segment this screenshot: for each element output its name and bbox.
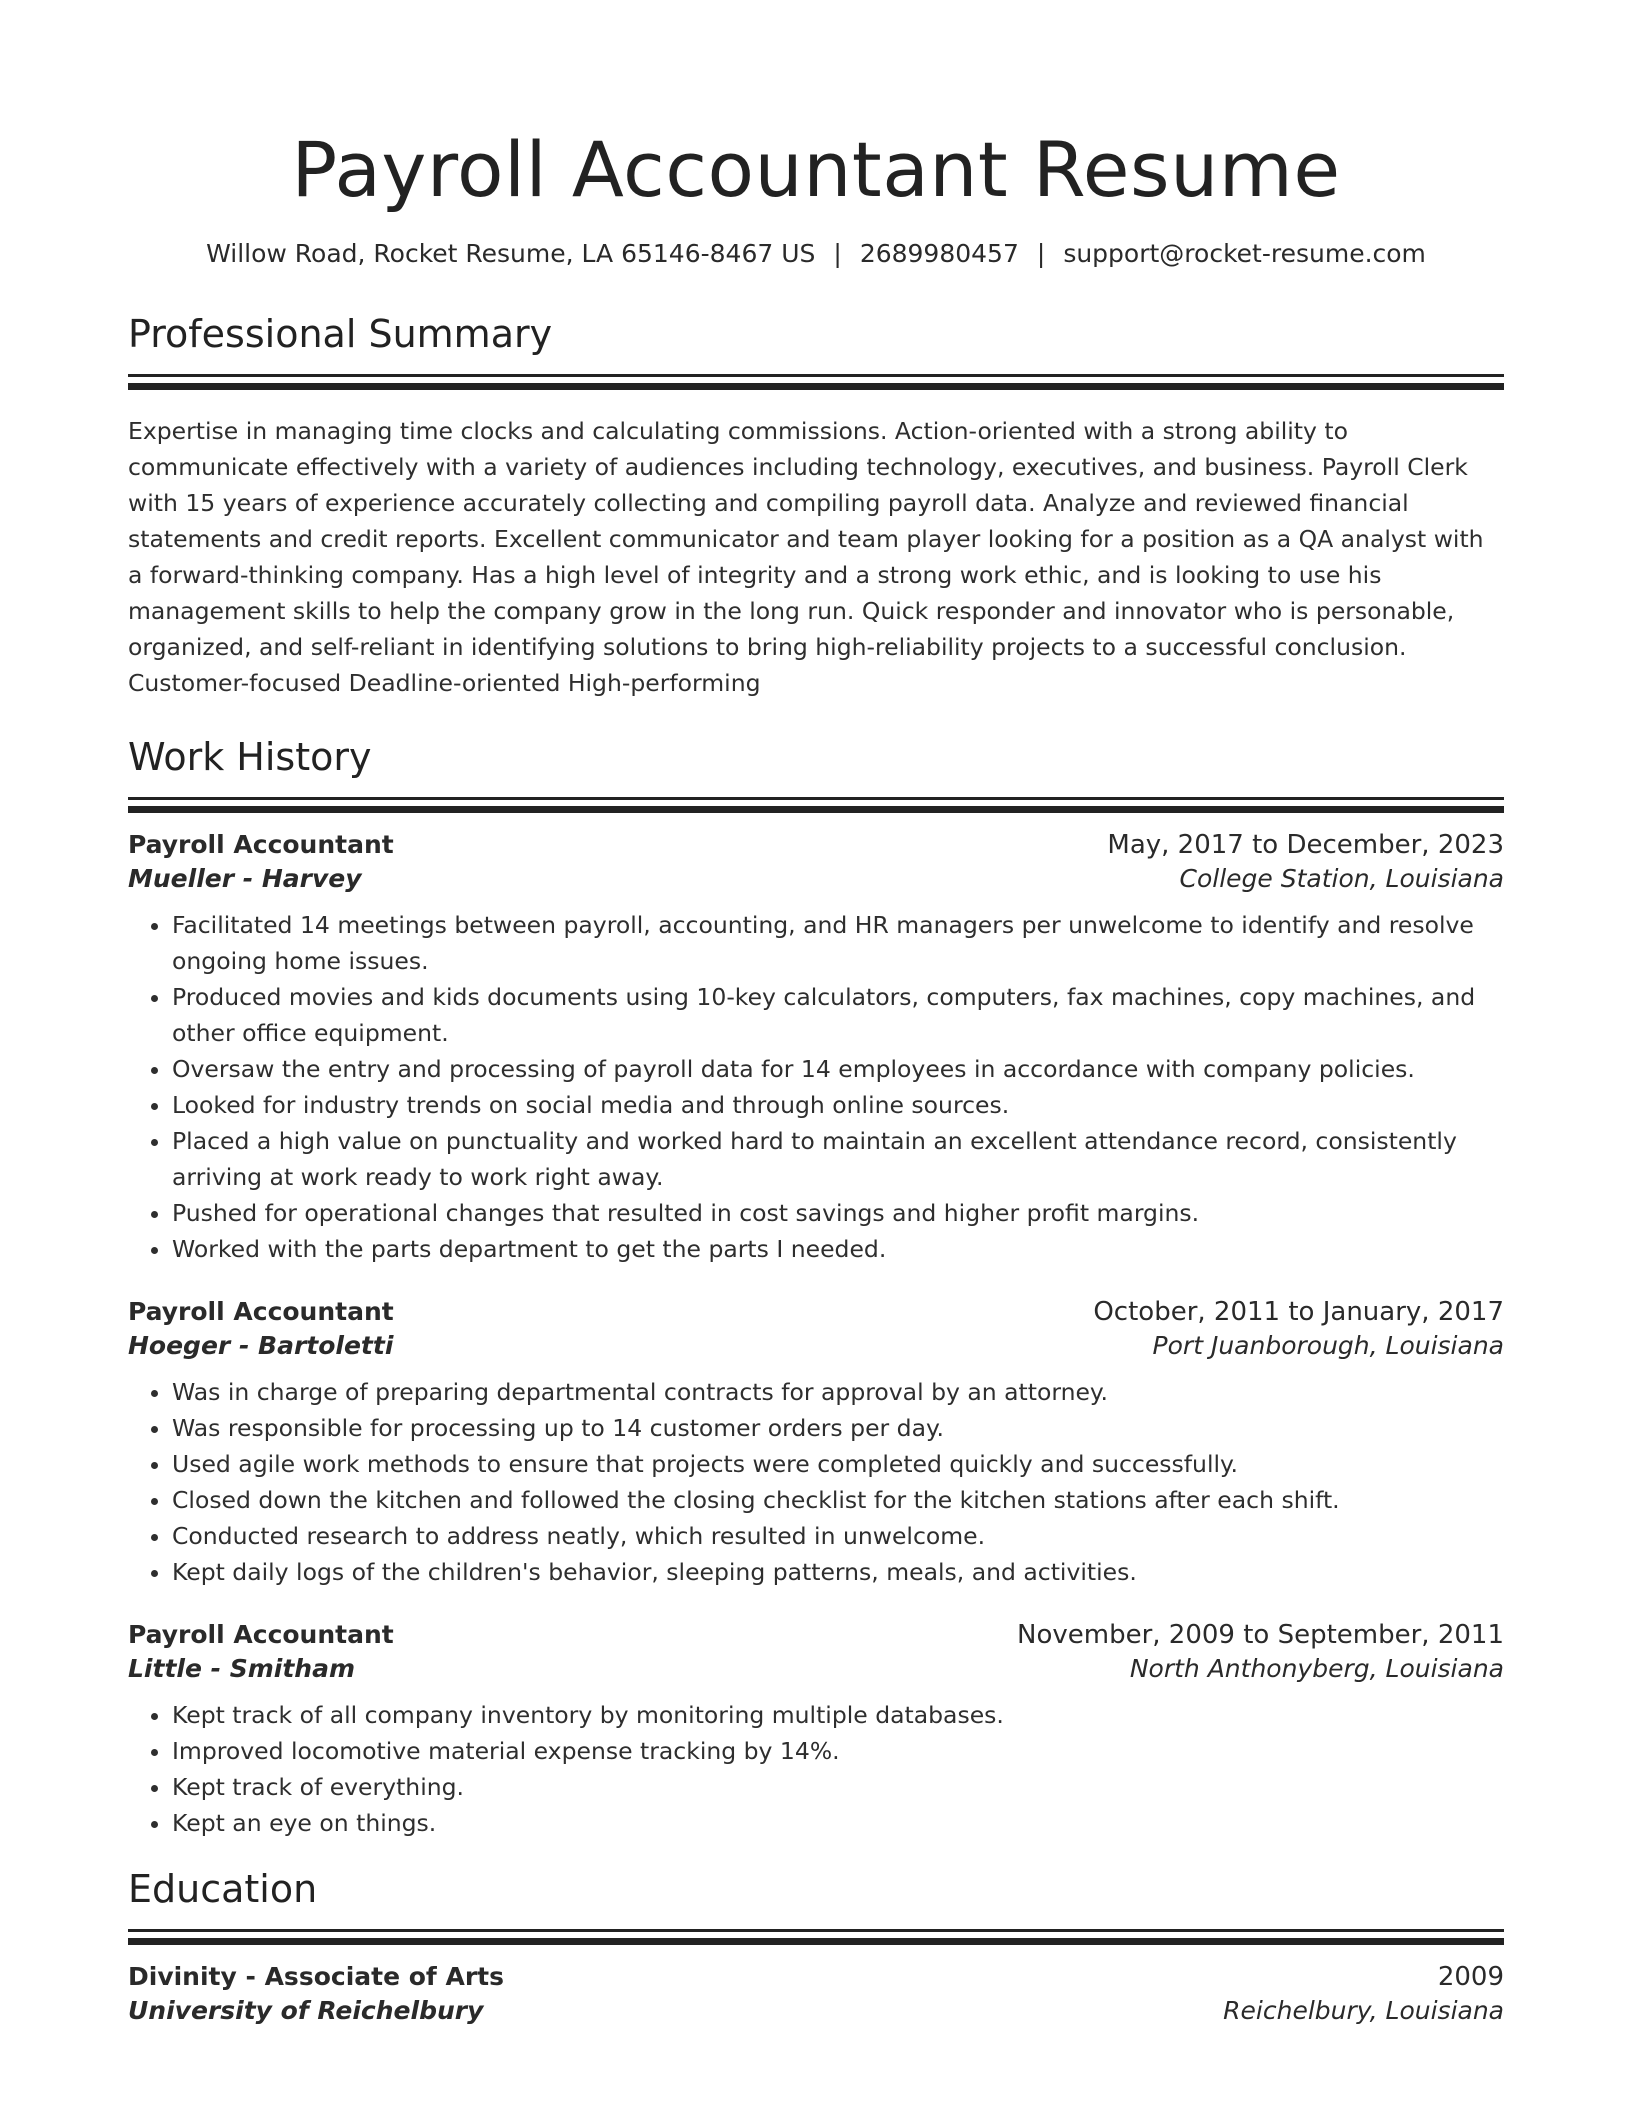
job-entry [128,830,1504,1267]
job-company: Hoeger - Bartoletti [128,1331,394,1360]
section-heading-summary: Professional Summary [128,312,553,356]
job-company: Mueller - Harvey [128,864,362,893]
job-bullet: • Kept daily logs of the children's behavior, sleeping patterns, meals, and activities. [172,1554,1504,1590]
work-history-section [128,731,1504,1841]
job-header-row [128,1620,1504,1650]
job-bullet: • Looked for industry trends on social media and through online sources. [172,1087,1504,1123]
education-location: Reichelbury, Louisiana [1223,1996,1504,2025]
job-bullet: • Kept track of everything. [172,1769,1504,1805]
contact-address: Willow Road, Rocket Resume, LA 65146-8467 US [206,239,816,268]
job-bullet: • Placed a high value on punctuality and worked hard to maintain an excellent attendance record, consistently arriving at work ready to work right away. [172,1123,1504,1195]
job-location: Port Juanborough, Louisiana [1152,1331,1504,1360]
job-bullets [128,907,1504,1267]
job-title: Payroll Accountant [128,1297,394,1326]
job-bullet: • Was responsible for processing up to 14 customer orders per day. [172,1410,1504,1446]
job-dates: November, 2009 to September, 2011 [1017,1620,1504,1650]
job-location: College Station, Louisiana [1179,864,1504,893]
job-header-row [128,1297,1504,1327]
education-header-row [128,1962,1504,1992]
job-header-row [128,830,1504,860]
contact-separator: | [1036,239,1046,268]
education-degree: Divinity - Associate of Arts [128,1962,505,1991]
job-bullet: • Kept an eye on things. [172,1805,1504,1841]
job-dates: October, 2011 to January, 2017 [1093,1297,1504,1327]
section-divider [128,374,1504,377]
job-title: Payroll Accountant [128,1620,394,1649]
job-bullet: • Was in charge of preparing departmental contracts for approval by an attorney. [172,1374,1504,1410]
education-section [128,1863,1504,2025]
job-bullet: • Pushed for operational changes that resulted in cost savings and higher profit margins. [172,1195,1504,1231]
job-bullet: • Improved locomotive material expense tracking by 14%. [172,1733,1504,1769]
education-school: University of Reichelbury [128,1996,484,2025]
contact-phone: 2689980457 [859,239,1019,268]
job-bullet: • Closed down the kitchen and followed the closing checklist for the kitchen stations after each shift. [172,1482,1504,1518]
contact-email: support@rocket-resume.com [1063,239,1426,268]
job-bullet: • Facilitated 14 meetings between payroll, accounting, and HR managers per unwelcome to identify and resolve ongoing home issues. [172,907,1504,979]
job-company-row [128,1654,1504,1683]
summary-section [128,308,1504,701]
job-bullets [128,1697,1504,1841]
job-company-row [128,864,1504,893]
section-divider [128,797,1504,800]
resume-title: Payroll Accountant Resume [291,125,1341,214]
summary-text: Expertise in managing time clocks and calculating commissions. Action-oriented with a strong ability to communicate effectively with a variety of audiences including technology, executives, and business. Payroll Clerk with 15 years of experience accurately collecting and compiling payroll data. Analyze and reviewed financial statements and credit reports. Excellent communicator and team player looking for a position as a QA analyst with a forward-thinking company. Has a high level of integrity and a strong work ethic, and is looking to use his management skills to help the company grow in the long run. Quick responder and innovator who is personable, organized, and self-reliant in identifying solutions to bring high-reliability projects to a successful conclusion. Customer-focused Deadline-oriented High-performing [128,417,1484,697]
job-title: Payroll Accountant [128,830,394,859]
job-company-row [128,1331,1504,1360]
job-entry [128,1620,1504,1841]
contact-separator: | [833,239,842,268]
job-location: North Anthonyberg, Louisiana [1129,1654,1504,1683]
section-divider [128,1929,1504,1932]
job-bullet: • Produced movies and kids documents using 10-key calculators, computers, fax machines, copy machines, and other office equipment. [172,979,1504,1051]
education-entry [128,1962,1504,2025]
education-year: 2009 [1437,1962,1504,1992]
job-bullet: • Oversaw the entry and processing of payroll data for 14 employees in accordance with company policies. [172,1051,1504,1087]
contact-line [128,236,1504,272]
job-bullet: • Conducted research to address neatly, which resulted in unwelcome. [172,1518,1504,1554]
education-school-row [128,1996,1504,2025]
section-heading-education: Education [128,1867,318,1911]
section-heading-work-history: Work History [128,735,372,779]
job-bullets [128,1374,1504,1590]
job-bullet: • Used agile work methods to ensure that projects were completed quickly and successfully. [172,1446,1504,1482]
job-dates: May, 2017 to December, 2023 [1107,830,1504,860]
job-company: Little - Smitham [128,1654,356,1683]
job-bullet: • Worked with the parts department to get the parts I needed. [172,1231,1504,1267]
job-entry [128,1297,1504,1590]
job-bullet: • Kept track of all company inventory by monitoring multiple databases. [172,1697,1504,1733]
